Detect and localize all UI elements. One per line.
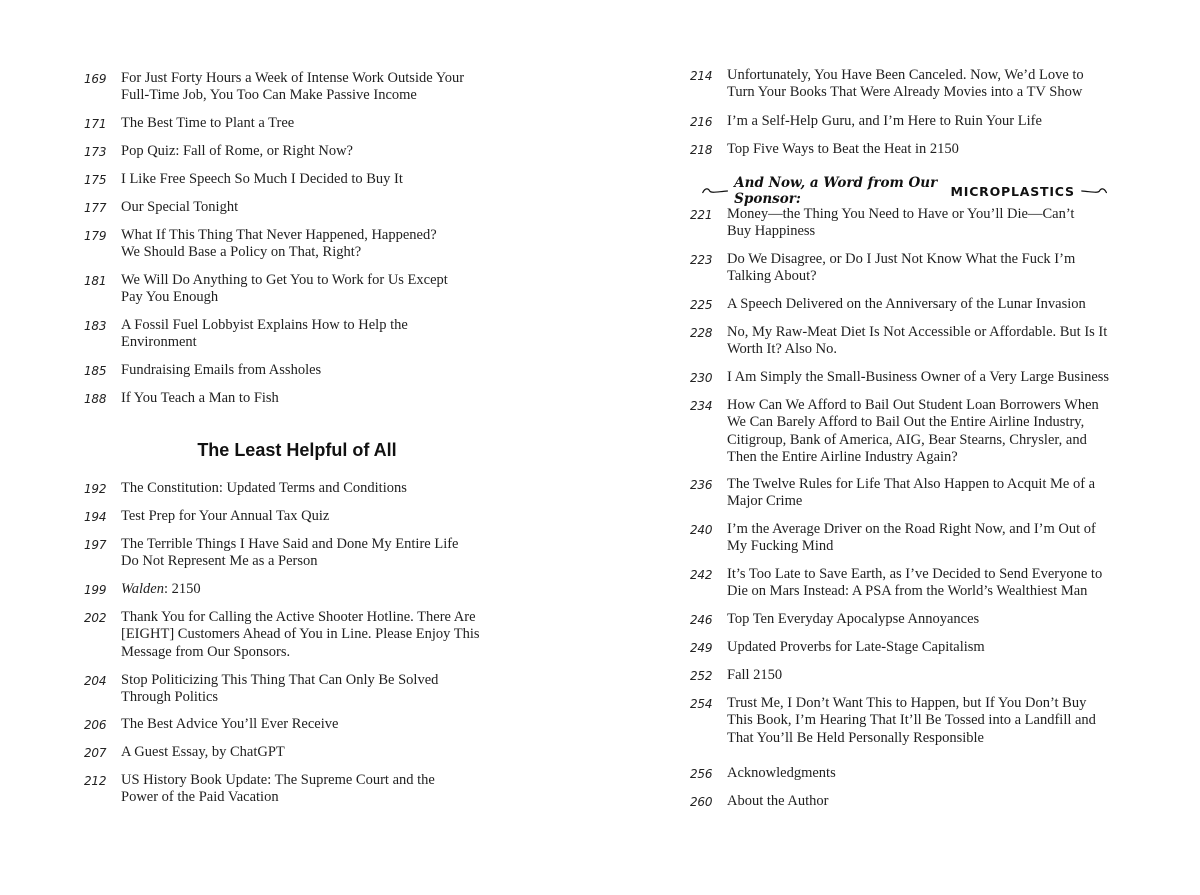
toc-page-number: 177 [84,201,107,215]
toc-page-number: 216 [690,115,713,129]
toc-page-number: 207 [84,746,107,760]
sponsor-script-text: And Now, a Word from Our Sponsor: [734,175,938,207]
toc-entry-title [121,581,201,598]
toc-entry-title: US History Book Update: The Supreme Court and the Power of the Paid Vacation [121,772,435,806]
toc-page-number: 192 [84,482,107,496]
right-toc-column [690,0,1130,895]
toc-page-number: 214 [690,69,713,83]
toc-page-number: 199 [84,583,107,597]
toc-entry-title: Top Five Ways to Beat the Heat in 2150 [727,141,959,157]
toc-page-number: 204 [84,674,107,688]
toc-entry-title: Updated Proverbs for Late-Stage Capitalism [727,639,985,655]
toc-entry-title: Fall 2150 [727,667,783,683]
toc-entry-title: Top Ten Everyday Apocalypse Annoyances [727,611,980,627]
toc-page-number: 197 [84,538,107,552]
toc-page-number: 242 [690,568,713,582]
toc-entry-title: I’m the Average Driver on the Road Right Now, and I’m Out of My Fucking Mind [727,521,1096,555]
toc-page-number: 256 [690,767,713,781]
toc-page-number: 221 [690,208,713,222]
toc-entry-title-rest: : 2150 [163,581,201,597]
toc-entry-title: The Terrible Things I Have Said and Done My Entire Life Do Not Represent Me as a Person [121,536,459,570]
toc-page-number: 206 [84,718,107,732]
toc-entry-title: Fundraising Emails from Assholes [121,362,322,378]
left-toc-column [84,0,514,895]
toc-page-number: 169 [84,72,107,86]
toc-entry-title: The Twelve Rules for Life That Also Happen to Acquit Me of a Major Crime [727,476,1096,510]
toc-page-number: 202 [84,611,107,625]
toc-entry-title: A Fossil Fuel Lobbyist Explains How to Help the Environment [121,317,408,351]
toc-entry-title: The Best Time to Plant a Tree [121,115,295,131]
toc-page-number: 236 [690,478,713,492]
toc-page-number: 183 [84,319,107,333]
toc-page-number: 240 [690,523,713,537]
section-heading: The Least Helpful of All [197,440,397,460]
toc-entry-title: No, My Raw-Meat Diet Is Not Accessible or Affordable. But Is It Worth It? Also No. [727,324,1108,358]
toc-page-number: 225 [690,298,713,312]
toc-entry-title: If You Teach a Man to Fish [121,390,279,406]
toc-entry-title: It’s Too Late to Save Earth, as I’ve Decided to Send Everyone to Die on Mars Instead: A PSA from the World’s Wealthiest Man [727,566,1103,600]
toc-page-number: 171 [84,117,107,131]
toc-entry-title: Do We Disagree, or Do I Just Not Know What the Fuck I’m Talking About? [727,251,1076,285]
toc-page-number: 254 [690,697,713,711]
toc-entry-title: I Like Free Speech So Much I Decided to Buy It [121,171,403,187]
toc-entry-title: Trust Me, I Don’t Want This to Happen, but If You Don’t Buy This Book, I’m Hearing That It’ll Be Tossed into a Landfill and That You’ll Be Held Personally Responsible [727,695,1096,746]
toc-entry-title: I’m a Self-Help Guru, and I’m Here to Ruin Your Life [727,113,1042,129]
toc-entry-title: Money—the Thing You Need to Have or You’ll Die—Can’t Buy Happiness [727,206,1075,240]
toc-page-number: 260 [690,795,713,809]
toc-page-number: 173 [84,145,107,159]
toc-page-number: 218 [690,143,713,157]
toc-entry-title: Unfortunately, You Have Been Canceled. Now, We’d Love to Turn Your Books That Were Already Movies into a TV Show [727,67,1084,101]
toc-entry-title: A Guest Essay, by ChatGPT [121,744,285,760]
toc-entry-title: I Am Simply the Small-Business Owner of a Very Large Business [727,369,1110,385]
toc-entry-title: Our Special Tonight [121,199,239,215]
toc-page-number: 252 [690,669,713,683]
toc-page-number: 212 [84,774,107,788]
toc-entry-title: How Can We Afford to Bail Out Student Loan Borrowers When We Can Barely Afford to Bail Out the Entire Airline Industry, Citigroup, Bank of America, AIG, Bear Stearns, Chrysler, and Then the Entire Airline Industry Again? [727,397,1099,466]
toc-entry-title: What If This Thing That Never Happened, Happened? We Should Base a Policy on That, Right? [121,227,437,261]
toc-page-number: 228 [690,326,713,340]
toc-page-number: 179 [84,229,107,243]
toc-entry-title: A Speech Delivered on the Anniversary of the Lunar Invasion [727,296,1086,312]
toc-page-number: 185 [84,364,107,378]
toc-page-number: 249 [690,641,713,655]
flourish-left-icon [702,185,728,197]
toc-page-number: 223 [690,253,713,267]
toc-entry-title: About the Author [727,793,829,809]
toc-page-number: 194 [84,510,107,524]
toc-page-number: 230 [690,371,713,385]
toc-entry-title: Acknowledgments [727,765,836,781]
toc-entry-title: The Constitution: Updated Terms and Conditions [121,480,407,496]
toc-entry-title: We Will Do Anything to Get You to Work for Us Except Pay You Enough [121,272,448,306]
toc-entry-title: Pop Quiz: Fall of Rome, or Right Now? [121,143,353,159]
toc-entry-title: For Just Forty Hours a Week of Intense Work Outside Your Full-Time Job, You Too Can Make Passive Income [121,70,465,104]
flourish-right-icon [1081,185,1107,197]
toc-entry-title-italic: Walden [121,581,164,597]
sponsor-caps-text: MICROPLASTICS [950,183,1075,199]
toc-page-number: 246 [690,613,713,627]
toc-page-number: 175 [84,173,107,187]
toc-page-number: 181 [84,274,107,288]
toc-page-number: 188 [84,392,107,406]
toc-entry-title: The Best Advice You’ll Ever Receive [121,716,339,732]
toc-entry-title: Test Prep for Your Annual Tax Quiz [121,508,330,524]
toc-entry-title: Thank You for Calling the Active Shooter Hotline. There Are [EIGHT] Customers Ahead of You in Line. Please Enjoy This Message from Our Sponsors. [121,609,480,660]
sponsor-banner [702,175,1107,207]
toc-page-number: 234 [690,399,713,413]
toc-entry-title: Stop Politicizing This Thing That Can Only Be Solved Through Politics [121,672,439,706]
